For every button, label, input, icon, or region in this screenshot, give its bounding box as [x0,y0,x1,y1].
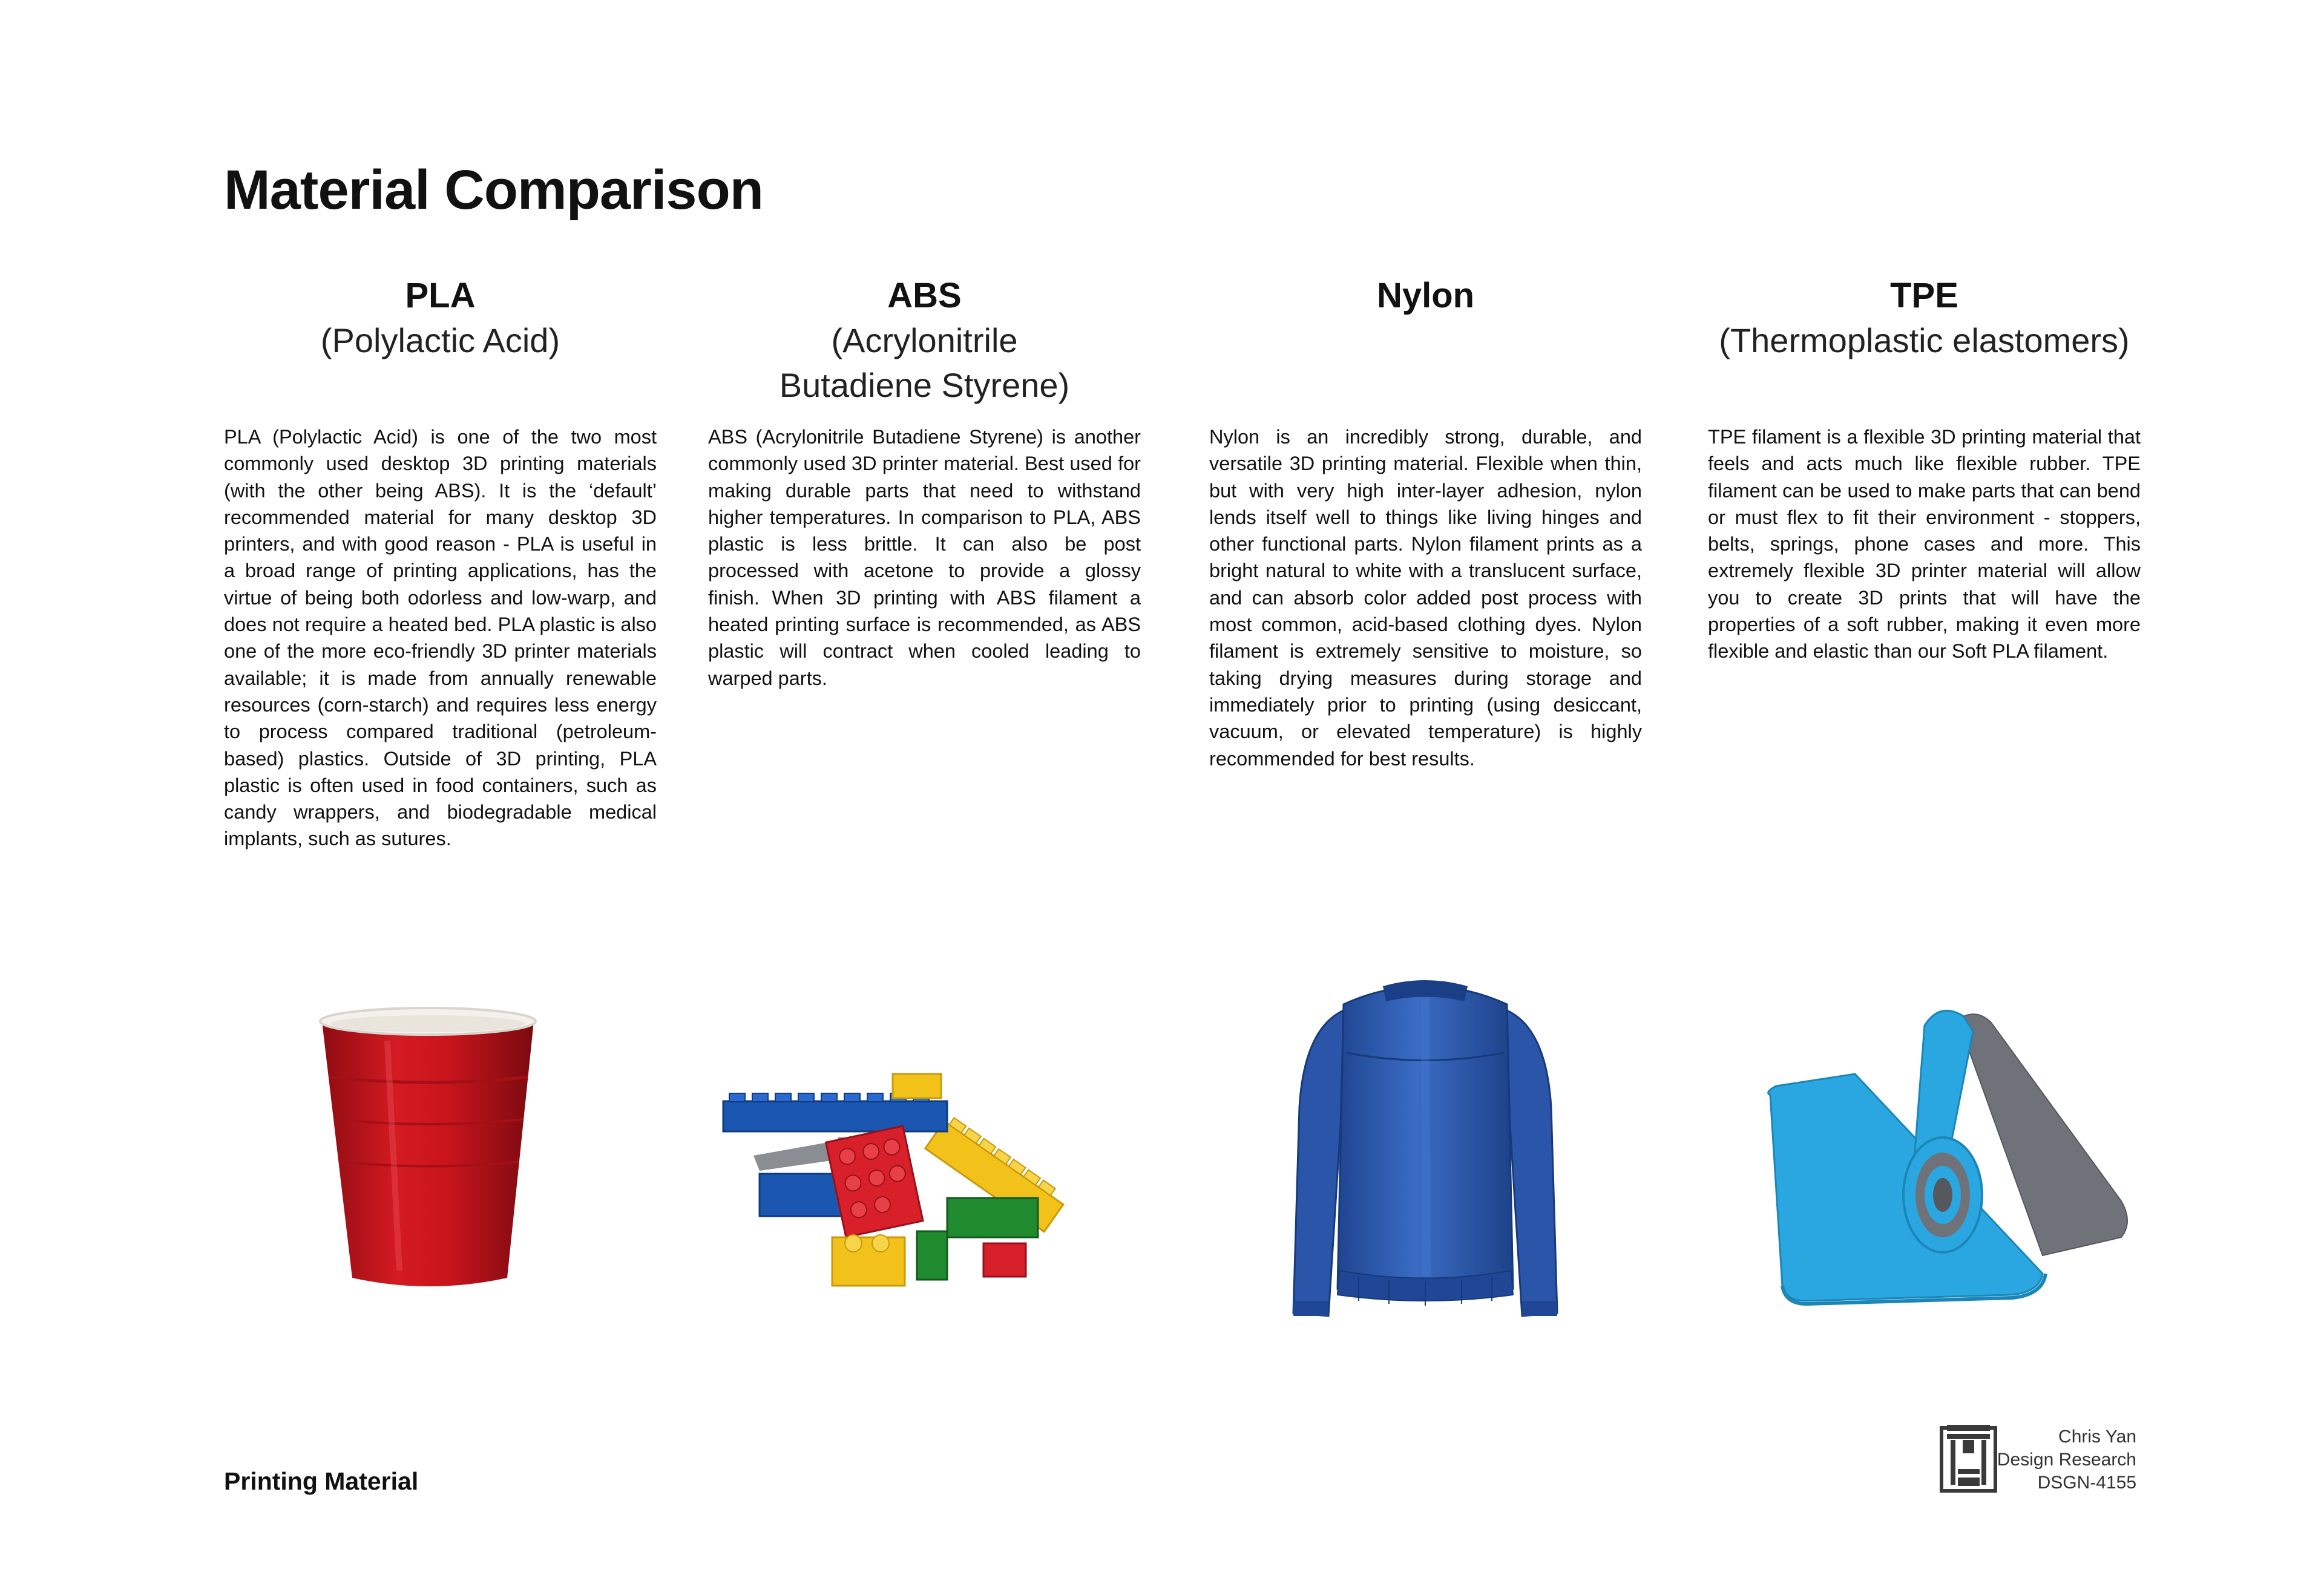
material-name-tpe: TPE [1890,276,1958,315]
author-credit [1997,1425,2136,1494]
material-header-tpe [1708,273,2141,363]
red-cup-image [315,1004,545,1301]
material-header-nylon [1209,273,1642,318]
material-header-pla [224,273,657,363]
material-full-name-pla: (Polylactic Acid) [320,321,560,359]
material-name-nylon: Nylon [1376,276,1475,315]
material-description-abs: ABS (Acrylonitrile Butadiene Styrene) is another commonly used 3D printer material. Best used for making durable parts that need to withstand higher temperatures. In comparison to PLA, ABS plastic is less brittle. It can also be post processed with acetone to provide a glossy finish. When 3D printing with ABS filament a heated printing surface is recommended, as ABS plastic will contract when cooled leading to warped parts. [708,426,1141,689]
material-column-abs [708,273,1141,408]
material-header-abs [708,273,1141,408]
author-name: Chris Yan [2058,1427,2136,1447]
footer-section-title: Printing Material [224,1467,419,1495]
material-description-tpe: TPE filament is a flexible 3D printing material that feels and acts much like flexible rubber. TPE filament can be used to make parts that can bend or must flex to fit their environment - stoppers, belts, springs, phone cases and more. This extremely flexible 3D printer material will allow you to create 3D prints that will have the properties of a soft rubber, making it even more flexible and elastic than our Soft PLA filament. [1708,426,2141,663]
toy-bricks-image [717,1068,1092,1292]
course-code: DSGN-4155 [2037,1473,2136,1493]
3d-printer-icon [1940,1423,1997,1493]
material-name-abs: ABS [887,276,962,315]
material-full-name-abs-line2: Butadiene Styrene) [779,366,1070,404]
material-column-pla [224,273,657,363]
page-title: Material Comparison [224,159,763,221]
course-name: Design Research [1997,1450,2136,1470]
material-full-name-tpe: (Thermoplastic elastomers) [1719,321,2130,359]
material-column-tpe [1708,273,2141,363]
material-description-nylon: Nylon is an incredibly strong, durable, and versatile 3D printing material. Flexible when thin, but with very high inter-layer adhesion, nylon lends itself well to things like living hinges and other functional parts. Nylon filament prints as a bright natural to white with a translucent surface, and can absorb color added post process with most common, acid-based clothing dyes. Nylon filament is extremely sensitive to moisture, so taking drying measures during storage and immediately prior to printing (using desiccant, vacuum, or elevated temperature) is highly recommended for best results. [1209,426,1642,770]
material-column-nylon [1209,273,1642,318]
material-name-pla: PLA [405,276,476,315]
yoga-mat-image [1758,1001,2145,1310]
material-description-pla: PLA (Polylactic Acid) is one of the two most commonly used desktop 3D printing materials (with the other being ABS). It is the ‘default’ recommended material for many desktop 3D printers, and with good reason - PLA is useful in a broad range of printing applications, has the virtue of being both odorless and low-warp, and does not require a heated bed. PLA plastic is also one of the more eco-friendly 3D printer materials available; it is made from annually renewable resources (corn-starch) and requires less energy to process compared traditional (petroleum-based) plastics. Outside of 3D printing, PLA plastic is often used in food containers, such as candy wrappers, and biodegradable medical implants, such as sutures. [224,426,657,850]
nylon-jacket-image [1286,974,1564,1328]
material-full-name-abs-line1: (Acrylonitrile [831,321,1018,359]
